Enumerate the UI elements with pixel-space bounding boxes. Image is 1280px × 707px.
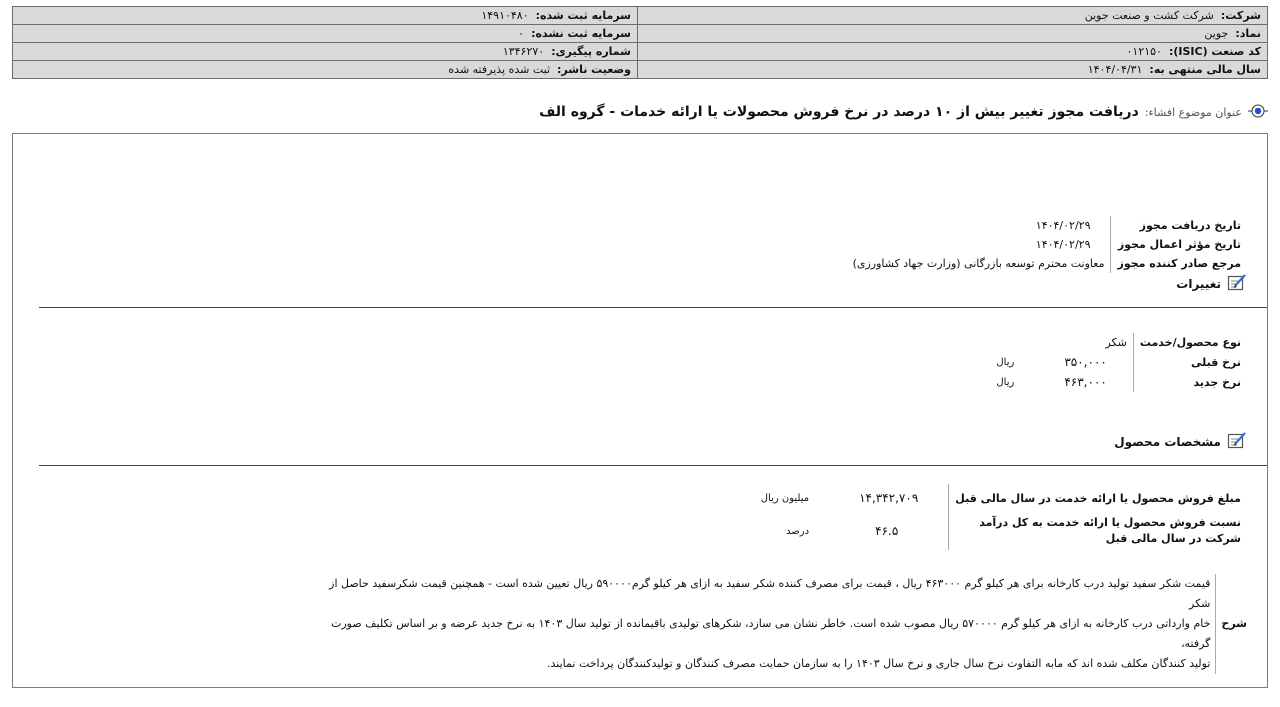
header-row-fiscal <box>13 61 1268 79</box>
sales-label: مبلغ فروش محصول یا ارائه خدمت در سال مالی قبل <box>949 484 1247 512</box>
receive-date-row <box>847 216 1247 235</box>
ratio-label <box>949 512 1247 550</box>
disclosure-content-box <box>12 133 1268 688</box>
company-value: شرکت کشت و صنعت جوین <box>1084 9 1214 22</box>
product-section-title: مشخصات محصول <box>1114 434 1221 449</box>
product-type-value: شکر <box>1105 336 1127 349</box>
new-rate-value: ۴۶۳,۰۰۰ <box>1064 375 1107 389</box>
old-rate-row <box>990 352 1247 372</box>
registered-capital-value: ۱۴۹۱۰۴۸۰ <box>481 9 529 22</box>
radio-target-icon <box>1248 101 1268 124</box>
ratio-label-line1: نسبت فروش محصول یا ارائه خدمت به کل درآمد <box>979 516 1241 529</box>
ratio-label-line2: شرکت در سال مالی قبل <box>1105 532 1241 545</box>
description-line-2: خام وارداتی درب کارخانه به ازای هر کیلو گرم ۵۷۰۰۰۰ ریال مصوب شده است. خاطر نشان می سازد، شکرهای تولیدی باقیمانده از تولید سال ۱۴۰۳ به نرخ جدید عرضه و بر اساس تکلیف صورت گرفته، <box>330 617 1211 650</box>
ratio-row <box>755 512 1247 550</box>
symbol-value: جوین <box>1204 27 1229 40</box>
isic-cell <box>638 43 1268 61</box>
edit-note-icon <box>1227 431 1247 452</box>
tracking-number-label: شماره پیگیری: <box>551 45 631 58</box>
changes-section-header <box>1176 273 1247 294</box>
old-rate-label: نرخ قبلی <box>1133 352 1247 372</box>
publisher-status-value: ثبت شده پذیرفته شده <box>448 63 551 76</box>
receive-date-label: تاریخ دریافت مجوز <box>1111 216 1247 235</box>
topic-label: عنوان موضوع افشاء: <box>1144 105 1242 119</box>
description-block <box>310 574 1247 674</box>
header-row-isic <box>13 43 1268 61</box>
description-label: شرح <box>1215 574 1247 674</box>
description-text <box>310 574 1210 674</box>
issuer-value: معاونت محترم توسعه بازرگانی (وزارت جهاد کشاورزی) <box>852 257 1105 270</box>
description-line-3: تولید کنندگان مکلف شده اند که مابه التفاوت نرخ سال جاری و نرخ سال ۱۴۰۳ را به سازمان حمایت مصرف کنندگان و تولیدکنندگان پرداخت نمایند. <box>547 657 1211 670</box>
tracking-number-cell <box>13 43 638 61</box>
ratio-unit: درصد <box>786 525 810 537</box>
publisher-status-cell <box>13 61 638 79</box>
product-section-header <box>1114 431 1247 452</box>
new-rate-unit: ریال <box>996 376 1015 388</box>
new-rate-row <box>990 372 1247 392</box>
symbol-label: نماد: <box>1235 27 1261 40</box>
receive-date-value: ۱۴۰۴/۰۲/۲۹ <box>1035 219 1091 232</box>
sales-unit: میلیون ریال <box>760 492 810 504</box>
new-rate-label: نرخ جدید <box>1133 372 1247 392</box>
fiscal-year-label: سال مالی منتهی به: <box>1149 63 1261 76</box>
company-label: شرکت: <box>1220 9 1261 22</box>
company-cell <box>638 7 1268 25</box>
changes-section-title: تغییرات <box>1176 276 1221 291</box>
sales-value: ۱۴,۳۴۲,۷۰۹ <box>859 491 919 505</box>
topic-title: دریافت مجوز تغییر بیش از ۱۰ درصد در نرخ فروش محصولات یا ارائه خدمات - گروه الف <box>539 104 1139 120</box>
issuer-label: مرجع صادر کننده مجوز <box>1111 254 1247 273</box>
issuer-row <box>847 254 1247 273</box>
isic-value: ۰۱۲۱۵۰ <box>1126 45 1162 58</box>
description-line-1: قیمت شکر سفید تولید درب کارخانه برای هر کیلو گرم ۴۶۳۰۰۰ ریال ، قیمت برای مصرف کننده شکر سفید به ازای هر کیلو گرم۵۹۰۰۰۰ ریال تعیین شده است - همچنین قیمت شکرسفید حاصل از شکر <box>329 577 1211 610</box>
old-rate-value: ۳۵۰,۰۰۰ <box>1064 355 1107 369</box>
registered-capital-cell <box>13 7 638 25</box>
fiscal-year-cell <box>638 61 1268 79</box>
product-table <box>754 484 1247 550</box>
disclosure-topic <box>539 101 1268 123</box>
product-divider <box>39 465 1267 466</box>
unregistered-capital-label: سرمایه ثبت نشده: <box>531 27 631 40</box>
permit-info-table <box>847 216 1247 273</box>
fiscal-year-value: ۱۴۰۴/۰۴/۳۱ <box>1087 63 1143 76</box>
isic-label: کد صنعت (ISIC): <box>1168 45 1261 58</box>
registered-capital-label: سرمایه ثبت شده: <box>535 9 631 22</box>
publisher-status-label: وضعیت ناشر: <box>557 63 631 76</box>
unregistered-capital-value: ۰ <box>518 27 525 40</box>
effective-date-row <box>847 235 1247 254</box>
effective-date-value: ۱۴۰۴/۰۲/۲۹ <box>1035 238 1091 251</box>
product-type-label: نوع محصول/خدمت <box>1133 333 1247 352</box>
ratio-value: ۴۶.۵ <box>875 524 899 538</box>
tracking-number-value: ۱۳۴۶۲۷۰ <box>502 45 545 58</box>
changes-divider <box>39 307 1267 308</box>
header-row-symbol <box>13 25 1268 43</box>
changes-table <box>990 333 1247 392</box>
product-type-row <box>990 333 1247 352</box>
edit-note-icon <box>1227 273 1247 294</box>
effective-date-label: تاریخ مؤثر اعمال مجوز <box>1111 235 1247 254</box>
header-row-company <box>13 7 1268 25</box>
company-header-table <box>12 6 1268 79</box>
old-rate-unit: ریال <box>996 356 1015 368</box>
symbol-cell <box>638 25 1268 43</box>
sales-row <box>755 484 1247 512</box>
unregistered-capital-cell <box>13 25 638 43</box>
